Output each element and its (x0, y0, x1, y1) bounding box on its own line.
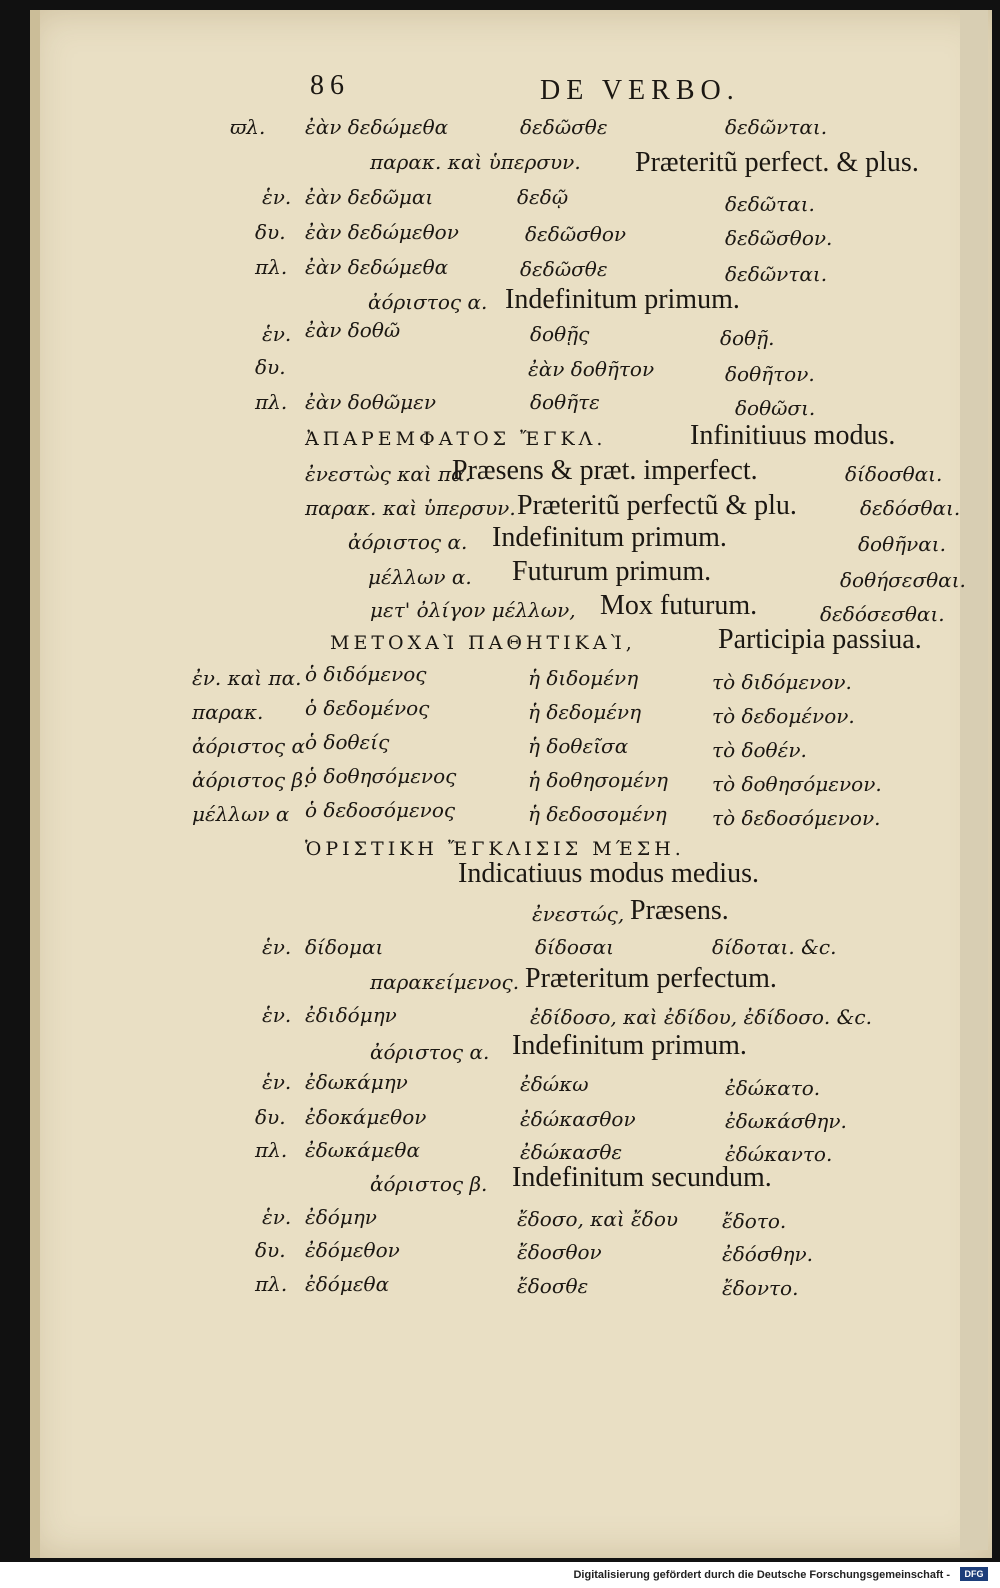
text-line: δεδῶσθε (520, 115, 608, 139)
text-line: δεδῷ (517, 185, 569, 209)
text-line: ἔδοσο, καὶ ἔδου (517, 1207, 679, 1231)
text-line: ἐνεστώς, (532, 902, 625, 926)
text-line: παρακ. (192, 700, 264, 724)
text-line: δίδοσαι (535, 935, 614, 959)
text-line: ἈΠΑΡΕΜΦΑΤΟΣ ἜΓΚΛ. (305, 428, 607, 450)
text-line: ἡ διδομένη (528, 666, 639, 690)
text-line: Indefinitum secundum. (512, 1162, 772, 1193)
text-line: Præteritũ perfectũ & plu. (517, 490, 797, 521)
text-line: Indicatiuus modus medius. (458, 858, 759, 889)
text-line: Participia passiua. (718, 624, 922, 655)
text-line: ἐδοκάμεθον (305, 1105, 427, 1129)
text-line: ἡ δοθεῖσα (528, 734, 629, 758)
text-line: Indefinitum primum. (492, 522, 727, 553)
text-line: ἐδόμην (305, 1205, 377, 1229)
page-margin-strip (960, 10, 988, 1550)
text-line: ἐὰν δοθῶμεν (305, 390, 437, 414)
text-line: δοθῇς (530, 322, 590, 346)
text-line: πλ. (255, 255, 288, 279)
text-line: δοθῆτον. (725, 362, 815, 386)
text-line: ὁ δεδοσόμενος (305, 798, 456, 822)
text-line: ἐδώκασθον (520, 1107, 636, 1131)
text-line: δεδῶνται. (725, 115, 828, 139)
text-line: Præsens & præt. imperfect. (452, 455, 758, 486)
text-line: ὁ δοθείς (305, 730, 390, 754)
text-line: δοθῆναι. (858, 532, 946, 556)
text-line: ἀόριστος α. (370, 1040, 490, 1064)
text-line: ϖλ. (230, 115, 266, 139)
text-line: ἔδοτο. (722, 1209, 787, 1233)
text-line: ἑν. (262, 322, 292, 346)
text-line: δεδόσεσθαι. (820, 602, 945, 626)
text-line: δεδῶσθον (525, 222, 627, 246)
text-line: μέλλων α. (368, 565, 472, 589)
text-line: πλ. (255, 390, 288, 414)
text-line: τὸ δοθέν. (712, 738, 807, 762)
text-line: τὸ δοθησόμενον. (712, 772, 882, 796)
text-line: ἐνεστὼς καὶ πα. (305, 462, 472, 486)
page-edge (30, 10, 40, 1558)
text-line: δυ. (255, 1105, 286, 1129)
text-line: ἔδοντο. (722, 1276, 799, 1300)
text-line: ἐδίδοσο, καὶ ἐδίδου, ἐδίδοσο. &c. (530, 1005, 872, 1029)
text-line: μετ' ὀλίγον μέλλων, (370, 598, 576, 622)
text-line: δίδοσθαι. (845, 462, 943, 486)
text-line: ἐδιδόμην (305, 1003, 397, 1027)
text-line: ἐδωκάσθην. (725, 1109, 847, 1133)
page-number: 86 (310, 70, 350, 101)
text-line: δεδῶται. (725, 192, 815, 216)
text-line: πλ. (255, 1138, 288, 1162)
dfg-logo: DFG (960, 1567, 988, 1581)
text-line: ἀόριστος α. (348, 530, 468, 554)
text-line: τὸ διδόμενον. (712, 670, 852, 694)
text-line: ἡ δεδοσομένη (528, 802, 667, 826)
text-line: δυ. (255, 1238, 286, 1262)
text-line: ὉΡΙΣΤΙΚΗ ἜΓΚΛΙΣΙΣ ΜΈΣΗ. (305, 838, 685, 860)
text-line: μέλλων α (192, 802, 290, 826)
text-line: ἑν. (262, 1070, 292, 1094)
text-line: Mox futurum. (600, 590, 758, 621)
text-line: ἐὰν δοθῆτον (528, 357, 655, 381)
text-line: τὸ δεδομένον. (712, 704, 855, 728)
text-line: δοθῆτε (530, 390, 600, 414)
text-line: δοθῇ. (720, 326, 775, 350)
text-line: πλ. (255, 1272, 288, 1296)
text-line: ἐδωκάμην (305, 1070, 408, 1094)
text-line: ἡ δεδομένη (528, 700, 642, 724)
text-line: ἀόριστος β. (192, 768, 310, 792)
text-line: ἡ δοθησομένη (528, 768, 669, 792)
text-line: ἑν. (262, 1205, 292, 1229)
text-line: ἐὰν δεδώμεθον (305, 220, 459, 244)
text-line: δυ. (255, 220, 286, 244)
running-title: DE VERBO. (540, 75, 740, 106)
text-line: ἐδώκω (520, 1072, 589, 1096)
text-line: ἀόριστος β. (370, 1172, 488, 1196)
text-line: ἑν. (262, 185, 292, 209)
text-line: Præteritum perfectum. (525, 963, 777, 994)
text-line: ἐδόμεθα (305, 1272, 390, 1296)
text-line: ἐὰν δοθῶ (305, 318, 401, 342)
text-line: Infinitiuus modus. (690, 420, 896, 451)
text-line: ἀόριστος α. (368, 290, 488, 314)
text-line: Futurum primum. (512, 556, 712, 587)
text-line: παρακείμενος. (370, 970, 520, 994)
footer-bar (0, 1562, 1000, 1588)
text-line: ἐδώκαντο. (725, 1142, 833, 1166)
text-line: ἑν. (262, 935, 292, 959)
text-line: ἑν. (262, 1003, 292, 1027)
text-line: ἐδόσθην. (722, 1242, 814, 1266)
text-line: δεδῶσθον. (725, 226, 833, 250)
text-line: ἔδοσθον (517, 1240, 602, 1264)
text-line: δυ. (255, 355, 286, 379)
text-line: τὸ δεδοσόμενον. (712, 806, 881, 830)
text-line: ἐδώκατο. (725, 1076, 821, 1100)
text-line: δεδῶνται. (725, 262, 828, 286)
text-line: ἐὰν δεδώμεθα (305, 255, 449, 279)
text-line: δοθῶσι. (735, 396, 816, 420)
text-line: ἐδωκάμεθα (305, 1138, 420, 1162)
footer-text: Digitalisierung gefördert durch die Deutsche Forschungsgemeinschaft - (573, 1569, 950, 1581)
text-line: ἐδόμεθον (305, 1238, 400, 1262)
text-line: ὁ δεδομένος (305, 696, 430, 720)
text-line: ἐν. καὶ πα. (192, 666, 302, 690)
text-line: παρακ. καὶ ὑπερσυν. (370, 150, 581, 174)
text-line: ἔδοσθε (517, 1274, 589, 1298)
text-line: ἐδώκασθε (520, 1140, 623, 1164)
text-line: ἐὰν δεδώμεθα (305, 115, 449, 139)
text-line: ΜΕΤΟΧΑῚ ΠΑΘΗΤΙΚΑῚ, (330, 632, 636, 654)
text-line: δεδῶσθε (520, 257, 608, 281)
text-line: δεδόσθαι. (860, 496, 961, 520)
text-line: Præsens. (630, 895, 729, 926)
text-line: δοθήσεσθαι. (840, 568, 966, 592)
text-line: Indefinitum primum. (512, 1030, 747, 1061)
text-line: δίδοται. &c. (712, 935, 837, 959)
text-line: Præteritũ perfect. & plus. (635, 147, 919, 178)
text-line: παρακ. καὶ ὑπερσυν. (305, 496, 516, 520)
text-line: δίδομαι (305, 935, 384, 959)
text-line: ἐὰν δεδῶμαι (305, 185, 434, 209)
text-line: Indefinitum primum. (505, 284, 740, 315)
text-line: ὁ διδόμενος (305, 662, 427, 686)
text-line: ἀόριστος α (192, 734, 305, 758)
text-line: ὁ δοθησόμενος (305, 764, 457, 788)
